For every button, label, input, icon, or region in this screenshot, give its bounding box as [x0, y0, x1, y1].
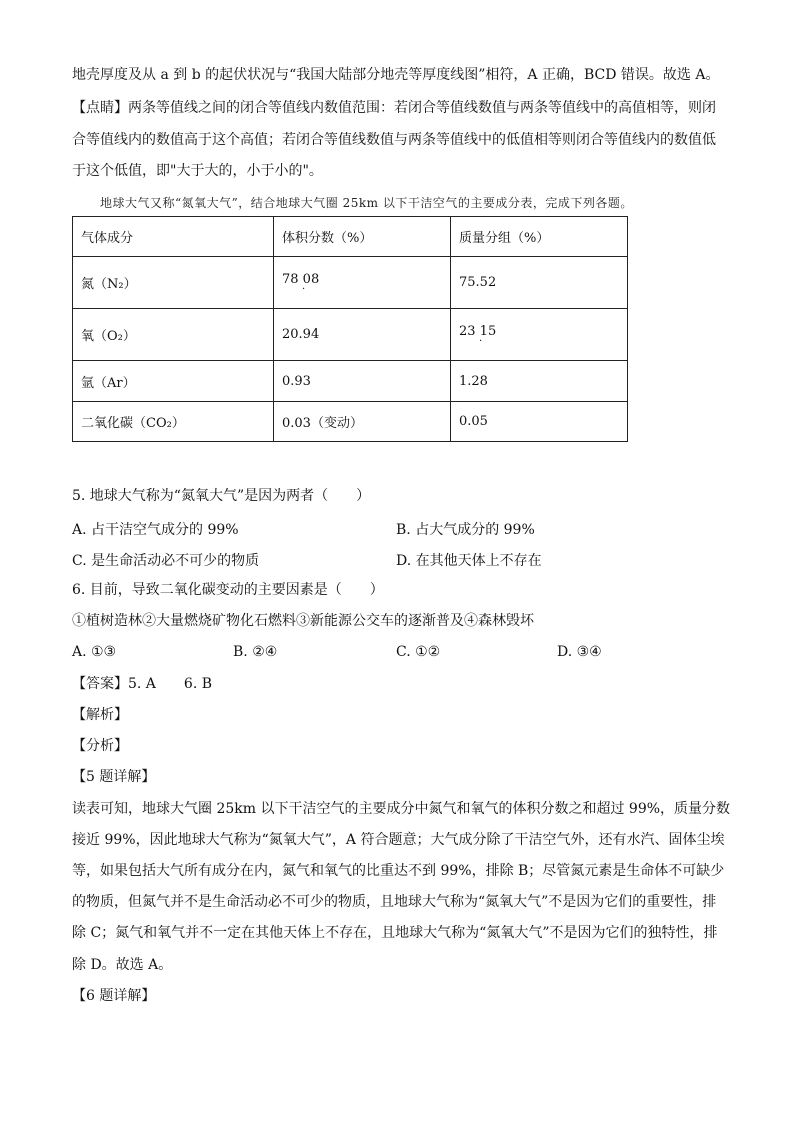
q5-option-d: D. 在其他天体上不存在 [396, 553, 542, 569]
detail6-heading: 【6 题详解】 [72, 988, 156, 1004]
q6-items: ①植树造林②大量燃烧矿物化石燃料③新能源公交车的逐渐普及④森林毁坏 [72, 613, 534, 629]
text-line-1: 地壳厚度及从 a 到 b 的起伏状况与“我国大陆部分地壳等厚度线图”相符，A 正确，BCD 错误。故选 A。 [72, 67, 720, 83]
detail5-line-5: 除 C；氮气和氧气并不一定在其他天体上不存在，且地球大气称为“氮氧大气”不是因为它们的独特性，排 [72, 925, 718, 941]
gas-composition-table [72, 216, 628, 442]
q6-option-d: D. ③④ [557, 644, 602, 660]
q5-option-c: C. 是生命活动必不可少的物质 [72, 553, 260, 569]
cell-gas: 氩（Ar） [73, 361, 274, 402]
cell-mass: 23 15 · [451, 309, 628, 361]
detail5-line-2: 接近 99%，因此地球大气称为“氮氧大气”，A 符合题意；大气成分除了干洁空气外，还有水汽、固体尘埃 [72, 832, 725, 848]
table-row [73, 402, 628, 442]
detail5-line-1: 读表可知，地球大气圈 25km 以下干洁空气的主要成分中氮气和氧气的体积分数之和超过 99%，质量分数 [72, 801, 731, 817]
cell-gas: 氮（N₂） [73, 257, 274, 309]
table-header-row [73, 217, 628, 257]
fenxi-heading: 【分析】 [72, 738, 128, 754]
tip-line-3: 于这个低值，即"大于大的，小于小的"。 [72, 163, 323, 179]
answer-line: 【答案】5. A 6. B [72, 676, 213, 692]
table-row [73, 361, 628, 402]
cell-gas: 氧（O₂） [73, 309, 274, 361]
cell-mass: 0.05 [451, 402, 628, 442]
analysis-heading: 【解析】 [72, 707, 128, 723]
detail5-line-6: 除 D。故选 A。 [72, 957, 173, 973]
header-volume: 体积分数（%） [274, 217, 451, 257]
header-gas: 气体成分 [73, 217, 274, 257]
q6-option-b: B. ②④ [233, 644, 278, 660]
q6-stem: 6. 目前，导致二氧化碳变动的主要因素是（ ） [72, 582, 384, 598]
cell-mass-text: 23 15 [459, 324, 497, 339]
header-mass: 质量分组（%） [451, 217, 628, 257]
cell-volume: 78 08 · [274, 257, 451, 309]
table-intro: 地球大气又称“氮氧大气”，结合地球大气圈 25km 以下干洁空气的主要成分表，完成下列各题。 [100, 196, 633, 210]
cell-volume: 20.94 [274, 309, 451, 361]
q5-option-a: A. 占干洁空气成分的 99% [72, 522, 239, 538]
q5-stem: 5. 地球大气称为“氮氧大气”是因为两者（ ） [72, 488, 371, 504]
cell-volume: 0.03（变动） [274, 402, 451, 442]
detail5-line-4: 的物质，但氮气并不是生命活动必不可少的物质，且地球大气称为“氮氧大气”不是因为它们的重要性，排 [72, 894, 717, 910]
detail5-heading: 【5 题详解】 [72, 769, 156, 785]
table-row [73, 309, 628, 361]
tip-line-2: 合等值线内的数值高于这个高值；若闭合等值线数值与两条等值线中的低值相等则闭合等值线内的数值低 [72, 132, 716, 148]
cell-gas: 二氧化碳（CO₂） [73, 402, 274, 442]
cell-volume-text: 78 08 [282, 272, 320, 287]
table-row [73, 257, 628, 309]
cell-mass: 1.28 [451, 361, 628, 402]
detail5-line-3: 等，如果包括大气所有成分在内，氮气和氧气的比重达不到 99%，排除 B；尽管氮元素是生命体不可缺少 [72, 863, 725, 879]
q6-option-a: A. ①③ [72, 644, 117, 660]
tip-line-1: 【点睛】两条等值线之间的闭合等值线内数值范围：若闭合等值线数值与两条等值线中的高值相等，则闭 [72, 100, 716, 116]
q6-option-c: C. ①② [396, 644, 441, 660]
cell-volume: 0.93 [274, 361, 451, 402]
cell-mass: 75.52 [451, 257, 628, 309]
q5-option-b: B. 占大气成分的 99% [396, 522, 535, 538]
